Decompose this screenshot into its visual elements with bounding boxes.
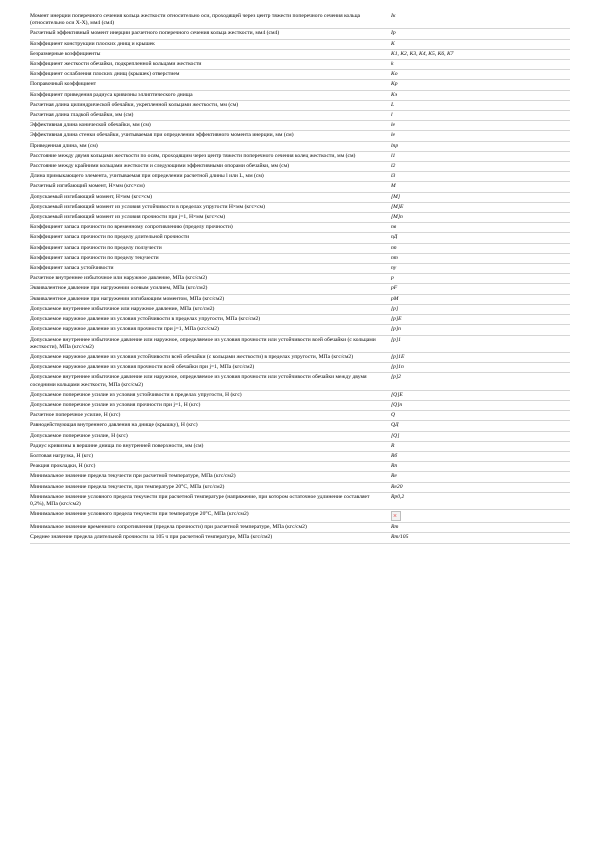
- row-symbol: K1, K2, K3, K4, K5, K6, K7: [391, 50, 454, 57]
- row-description: Поправочный коэффициент: [30, 81, 97, 88]
- table-row: [30, 162, 570, 172]
- row-description: Коэффициент запаса прочности по временному сопротивлению (пределу прочности): [30, 224, 233, 231]
- row-symbol: [Q]Е: [391, 391, 403, 398]
- table-row: [30, 91, 570, 101]
- row-symbol: l3: [391, 173, 396, 180]
- row-symbol: R: [391, 442, 395, 449]
- row-symbol: l2: [391, 163, 396, 170]
- row-description: Допускаемое наружное давление из условия устойчивости всей обечайки (с кольцами жесткости) в пределах упругости, МПа (кгс/см2): [30, 353, 354, 360]
- row-symbol: [p]1: [391, 336, 401, 343]
- table-row: [30, 391, 570, 401]
- row-symbol: K: [391, 40, 395, 47]
- row-symbol: L: [391, 101, 395, 108]
- row-symbol: nД: [391, 234, 398, 241]
- row-description: Минимальное значение условного предела текучести при расчетной температуре (напряжение, при котором остаточное удлинение составляет 0,2%), МПа (кгс/см2): [30, 493, 370, 507]
- table-row: [30, 182, 570, 192]
- row-symbol: Re: [391, 473, 397, 480]
- row-description: Среднее значение предела длительной прочности за 105 ч при расчетной температуре, МПа (кгс/см2): [30, 534, 273, 541]
- row-description: Расстояние между крайними кольцами жесткости и следующими эффективными опорами обечайки, мм (см): [30, 163, 290, 170]
- table-row: [30, 493, 570, 510]
- row-symbol: Rp0,2: [391, 493, 405, 500]
- row-symbol: Q: [391, 412, 396, 419]
- table-row: [30, 373, 570, 390]
- row-symbol: [391, 511, 570, 521]
- row-description: Расчетная длина цилиндрической обечайки, укрепленной кольцами жесткости, мм (см): [30, 101, 239, 108]
- row-symbol: [Q]: [391, 432, 400, 439]
- table-row: [30, 432, 570, 442]
- row-symbol: lе: [391, 122, 396, 129]
- row-symbol: [M]Е: [391, 203, 404, 210]
- row-description: Расчетный эффективный момент инерции расчетного поперечного сечения кольца жесткости, мм4 (см4): [30, 30, 280, 37]
- row-symbol: l: [391, 112, 393, 119]
- table-row: [30, 40, 570, 50]
- table-row: [30, 152, 570, 162]
- table-row: [30, 101, 570, 111]
- row-description: Допускаемое поперечное усилие из условия устойчивости в пределах упругости, Н (кгс): [30, 391, 242, 398]
- row-description: Коэффициент запаса прочности по пределу длительной прочности: [30, 234, 190, 241]
- row-symbol: [p]: [391, 305, 399, 312]
- row-symbol: p: [391, 275, 394, 282]
- row-description: Минимальное значение предела текучести, при температуре 20°С, МПа (кгс/см2): [30, 483, 225, 490]
- row-symbol: nт: [391, 254, 398, 261]
- row-symbol: [p]п: [391, 326, 401, 333]
- row-description: Расчетный изгибающий момент, Н×мм (кгс×см): [30, 183, 145, 190]
- table-row: [30, 533, 570, 543]
- row-description: Допускаемый изгибающий момент из условия прочности при j=1, Н×мм (кгс×см): [30, 214, 226, 221]
- row-symbol: nп: [391, 244, 397, 251]
- row-description: Эквивалентное давление при нагружении осевым усилием, МПа (кгс/см2): [30, 285, 208, 292]
- row-description: Коэффициент приведения радиуса кривизны эллиптического днища: [30, 91, 193, 98]
- row-description: Расчетное поперечное усилие, Н (кгс): [30, 412, 121, 419]
- row-description: Допускаемое наружное давление из условия прочности при j=1, МПа (кгс/см2): [30, 326, 219, 333]
- table-row: [30, 363, 570, 373]
- row-symbol: l1: [391, 152, 396, 159]
- row-description: Коэффициент ослабления плоских днищ (крышек) отверстием: [30, 71, 180, 78]
- row-description: Эффективная длина конической обечайки, мм (см): [30, 122, 151, 129]
- table-row: [30, 325, 570, 335]
- row-symbol: Ko: [391, 71, 398, 78]
- row-symbol: [p]1п: [391, 364, 404, 371]
- row-description: Расстояние между двумя кольцами жесткости по осям, проходящим через центр тяжести поперечного сечения колец жесткости, мм (см): [30, 152, 356, 159]
- row-symbol: Rm/105: [391, 534, 409, 541]
- table-row: [30, 111, 570, 121]
- row-symbol: QД: [391, 422, 399, 429]
- row-symbol: [p]Е: [391, 316, 402, 323]
- row-symbol: Rб: [391, 452, 398, 459]
- row-symbol: [Q]п: [391, 401, 403, 408]
- row-description: Расчетное внутреннее избыточное или наружное давление, МПа (кгс/см2): [30, 275, 208, 282]
- row-description: Коэффициент запаса прочности по пределу текучести: [30, 254, 159, 261]
- table-row: [30, 274, 570, 284]
- table-row: [30, 315, 570, 325]
- row-symbol: [M]: [391, 193, 401, 200]
- table-row: [30, 203, 570, 213]
- table-row: [30, 295, 570, 305]
- row-symbol: pF: [391, 285, 398, 292]
- row-symbol: Re20: [391, 483, 403, 490]
- table-row: [30, 244, 570, 254]
- row-symbol: pM: [391, 295, 399, 302]
- table-row: [30, 401, 570, 411]
- table-row: [30, 264, 570, 274]
- row-description: Минимальное значение условного предела текучести при температуре 20°С, МПа (кгс/см2): [30, 511, 249, 518]
- row-symbol: nв: [391, 224, 397, 231]
- broken-image-icon: [391, 511, 401, 521]
- row-symbol: k: [391, 61, 394, 68]
- table-row: [30, 254, 570, 264]
- table-row: [30, 452, 570, 462]
- row-description: Радиус кривизны в вершине днища по внутренней поверхности, мм (см): [30, 442, 204, 449]
- row-description: Коэффициент жесткости обечайки, подкрепленной кольцами жесткости: [30, 61, 202, 68]
- table-row: [30, 121, 570, 131]
- table-row: [30, 60, 570, 70]
- row-symbol: [p]2: [391, 374, 401, 381]
- row-symbol: Kэ: [391, 91, 398, 98]
- table-row: [30, 336, 570, 353]
- row-description: Допускаемое поперечное усилие из условия прочности при j=1, Н (кгс): [30, 401, 201, 408]
- table-row: [30, 80, 570, 90]
- table-row: [30, 483, 570, 493]
- row-description: Коэффициент запаса прочности по пределу ползучести: [30, 244, 162, 251]
- table-row: [30, 472, 570, 482]
- row-symbol: lпр: [391, 142, 399, 149]
- table-row: [30, 523, 570, 533]
- row-symbol: Rm: [391, 524, 399, 531]
- row-description: Безразмерные коэффициенты: [30, 50, 101, 57]
- row-symbol: lе: [391, 132, 396, 139]
- table-row: [30, 305, 570, 315]
- row-symbol: Kp: [391, 81, 398, 88]
- table-row: [30, 411, 570, 421]
- row-description: Допускаемое внутреннее избыточное давление или наружное, определяемое из условия прочности или устойчивости всей обечайки (с кольцами жесткости), МПа (кгс/см2): [30, 336, 376, 350]
- row-description: Допускаемое поперечное усилие, Н (кгс): [30, 432, 128, 439]
- row-description: Приведенная длина, мм (см): [30, 142, 98, 149]
- table-row: [30, 50, 570, 60]
- table-row: [30, 142, 570, 152]
- table-row: [30, 442, 570, 452]
- row-description: Момент инерции поперечного сечения кольца жесткости относительно оси, проходящей через центр тяжести поперечного сечения кольца (относительно оси Х-Х), мм4 (см4): [30, 13, 361, 27]
- row-description: Равнодействующая внутреннего давления на днище (крышку), Н (кгс): [30, 422, 198, 429]
- table-row: [30, 70, 570, 80]
- row-description: Допускаемый изгибающий момент, Н×мм (кгс×см): [30, 193, 153, 200]
- row-symbol: [M]п: [391, 214, 403, 221]
- table-row: [30, 213, 570, 223]
- table-row: [30, 223, 570, 233]
- table-row: [30, 284, 570, 294]
- row-description: Допускаемое внутреннее избыточное или наружное давление, МПа (кгс/см2): [30, 305, 215, 312]
- row-symbol: Ip: [391, 30, 396, 37]
- table-row: [30, 510, 570, 523]
- row-description: Допускаемое внутреннее избыточное давление или наружное, определяемое из условия прочности или устойчивости обечайки между двумя соседними кольцами жесткости, МПа (кгс/см2): [30, 374, 367, 388]
- row-description: Коэффициент запаса устойчивости: [30, 265, 114, 272]
- notation-table: [30, 12, 570, 544]
- row-description: Эффективная длина стенки обечайки, учитываемая при определении эффективного момента инерции, мм (см): [30, 132, 294, 139]
- row-description: Реакция прокладки, Н (кгс): [30, 463, 96, 470]
- table-row: [30, 462, 570, 472]
- row-symbol: M: [391, 183, 396, 190]
- row-description: Болтовая нагрузка, Н (кгс): [30, 452, 93, 459]
- row-symbol: Rп: [391, 463, 398, 470]
- table-row: [30, 421, 570, 431]
- row-description: Расчетная длина гладкой обечайки, мм (см): [30, 112, 134, 119]
- row-symbol: ny: [391, 265, 397, 272]
- table-row: [30, 233, 570, 243]
- row-description: Минимальное значение временного сопротивления (предела прочности) при расчетной температуре, МПа (кгс/см2): [30, 524, 307, 531]
- table-row: [30, 131, 570, 141]
- row-description: Минимальное значение предела текучести при расчетной температуре, МПа (кгс/см2): [30, 473, 236, 480]
- row-description: Допускаемое наружное давление из условия прочности всей обечайки при j=1, МПа (кгс/см2): [30, 364, 255, 371]
- table-row: [30, 12, 570, 29]
- table-row: [30, 29, 570, 39]
- row-description: Коэффициент конструкции плоских днищ и крышек: [30, 40, 155, 47]
- table-row: [30, 172, 570, 182]
- row-description: Эквивалентное давление при нагружении изгибающим моментом, МПа (кгс/см2): [30, 295, 225, 302]
- row-description: Допускаемое наружное давление из условия устойчивости в пределах упругости, МПа (кгс/см2): [30, 316, 261, 323]
- table-row: [30, 193, 570, 203]
- row-symbol: Iк: [391, 13, 396, 19]
- row-description: Допускаемый изгибающий момент из условия устойчивости в пределах упругости Н×мм (кгс×см): [30, 203, 265, 210]
- row-description: Длина примыкающего элемента, учитываемая при определении расчетной длины l или L, мм (см): [30, 173, 264, 180]
- row-symbol: [p]1Е: [391, 353, 405, 360]
- table-row: [30, 353, 570, 363]
